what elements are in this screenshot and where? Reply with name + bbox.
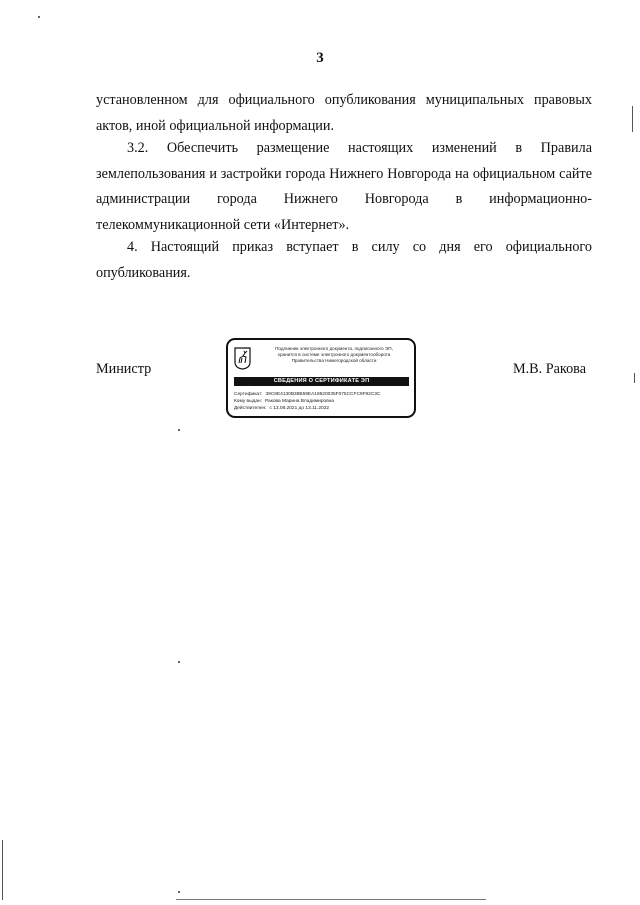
paragraph-line: администрации города Нижнего Новгорода в информационно-: [96, 191, 592, 208]
paragraph-line: установленном для официального опубликования муниципальных правовых: [96, 92, 592, 108]
deer-coat-of-arms-icon: [234, 347, 251, 370]
paragraph-item-4: [96, 235, 592, 286]
scan-edge-mark: [2, 840, 3, 900]
stamp-header-line: Подлинник электронного документа, подписанного ЭП,: [275, 346, 393, 351]
stamp-issued-row: [234, 398, 380, 405]
paragraph-line: 4. Настоящий приказ вступает в силу со дня его официального: [127, 239, 592, 255]
electronic-signature-stamp: [226, 338, 416, 418]
paragraph-line: землепользования и застройки города Нижнего Новгорода на официальном сайте: [96, 165, 592, 182]
stamp-header: [256, 346, 412, 364]
paragraph-line: опубликования.: [96, 264, 191, 281]
stamp-details: [234, 391, 380, 412]
stamp-label: Кому выдан:: [234, 399, 262, 404]
stamp-value: Ракова Марина Владимировна: [265, 399, 335, 404]
paragraph-line: телекоммуникационной сети «Интернет».: [96, 216, 350, 233]
scan-bottom-line: [176, 899, 486, 900]
scan-speck: [38, 16, 40, 18]
paragraph-line: 3.2. Обеспечить размещение настоящих изменений в Правила: [127, 140, 592, 156]
scan-speck: [178, 429, 180, 431]
scan-edge-mark: [634, 373, 635, 383]
scan-edge-mark: [632, 106, 633, 132]
paragraph-line: актов, иной официальной информации.: [96, 117, 335, 134]
stamp-value: с 13.08.2021 до 13.11.2022: [269, 406, 330, 411]
signatory-position: Министр: [96, 361, 152, 377]
paragraph-continuation: [96, 88, 592, 139]
signatory-name: М.В. Ракова: [513, 361, 586, 377]
scan-speck: [178, 661, 180, 663]
stamp-validity-row: [234, 405, 380, 412]
stamp-value: 39C8E4130B38B59EA18520035F075CCFC9F92C3C: [265, 392, 381, 397]
page-number: 3: [316, 50, 324, 66]
stamp-label: Действителен:: [234, 406, 267, 411]
stamp-header-line: Правительства Нижегородской области: [291, 358, 377, 363]
stamp-certificate-row: [234, 391, 380, 398]
stamp-header-line: хранится в системе электронного документооборота: [277, 352, 391, 357]
stamp-label: Сертификат:: [234, 392, 263, 397]
scan-speck: [178, 891, 180, 893]
stamp-certificate-bar: СВЕДЕНИЯ О СЕРТИФИКАТЕ ЭП: [234, 377, 409, 386]
paragraph-item-3-2: [96, 136, 592, 238]
